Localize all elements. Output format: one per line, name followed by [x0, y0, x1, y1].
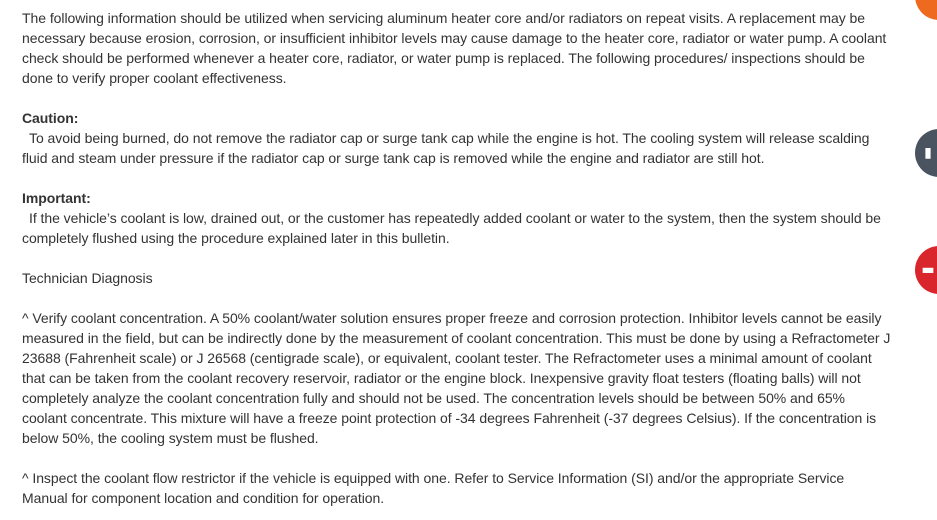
caution-label: Caution: — [22, 110, 79, 126]
section-heading: Technician Diagnosis — [22, 270, 153, 286]
orange-action-button[interactable] — [915, 0, 937, 20]
intro-paragraph: The following information should be utilized when servicing aluminum heater core and/or radiators on repeat visits. A replacement may be necessary because erosion, corrosion, or insufficient inhibitor levels may cause damage to the heater core, radiator or water pump. A coolant check should be performed whenever a heater core, radiator, or water pump is replaced. The following procedures/ inspections should be done to verify proper coolant effectiveness. — [22, 10, 887, 86]
slate-action-icon: ▮ — [924, 145, 932, 161]
red-action-button[interactable] — [915, 246, 937, 294]
important-block — [22, 188, 892, 248]
step-flow-restrictor: ^ Inspect the coolant flow restrictor if the vehicle is equipped with one. Refer to Service Information (SI) and/or the appropriate Service Manual for component location and condition for operation. — [22, 470, 845, 506]
caution-text: To avoid being burned, do not remove the radiator cap or surge tank cap while the engine is hot. The cooling system will release scalding fluid and steam under pressure if the radiator cap or surge tank cap is removed while the engine and radiator are still hot. — [22, 130, 870, 166]
important-text: If the vehicle’s coolant is low, drained out, or the customer has repeatedly added coolant or water to the system, then the system should be completely flushed using the procedure explained later in this bulletin. — [22, 210, 881, 246]
bulletin-content — [22, 8, 892, 520]
step-coolant-concentration: ^ Verify coolant concentration. A 50% coolant/water solution ensures proper freeze and corrosion protection. Inhibitor levels cannot be easily measured in the field, but can be indirectly done by the measurement of coolant concentration. This must be done by using a Refractometer J 23688 (Fahrenheit scale) or J 26568 (centigrade scale), or equivalent, coolant tester. The Refractometer uses a minimal amount of coolant that can be taken from the coolant recovery reservoir, radiator or the engine block. Inexpensive gravity float testers (floating balls) will not completely analyze the coolant concentration fully and should not be used. The concentration levels should be between 50% and 65% coolant concentrate. This mixture will have a freeze point protection of -34 degrees Fahrenheit (-37 degrees Celsius). If the concentration is below 50%, the cooling system must be flushed. — [22, 310, 891, 446]
red-action-icon: ▬ — [921, 262, 935, 278]
caution-block — [22, 108, 892, 168]
important-label: Important: — [22, 190, 91, 206]
slate-action-button[interactable] — [915, 129, 937, 177]
